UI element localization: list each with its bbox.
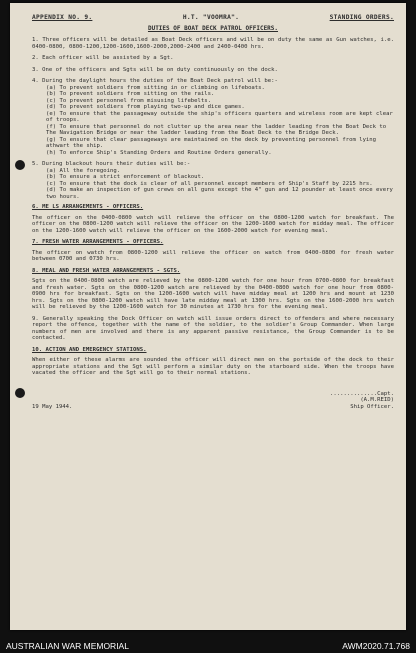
- list-item: (b) To prevent soldiers from sitting on the rails.: [46, 91, 215, 97]
- paragraph-5-intro: 5. During blackout hours their duties will be:-: [32, 161, 191, 167]
- paragraph-1: 1. Three officers will be detailed as Boat Deck officers and will be on duty the same as Gun watches, i.e. 0400-0800, 0800-1200,1200-1600,1600-2000,2000-2400 and 2400-0400 hrs.: [32, 37, 394, 50]
- document-date: 19 May 1944.: [32, 403, 73, 410]
- list-item: (c) To prevent personnel from misusing lifebelts.: [46, 97, 212, 104]
- archive-footer: [0, 638, 416, 653]
- section-7-heading: 7. FRESH WATER ARRANGEMENTS - OFFICERS.: [32, 239, 164, 245]
- list-item: (c) To ensure that the dock is clear of all personnel except members of Ship's Staff by 2215 hrs.: [46, 180, 373, 187]
- punch-hole: [15, 160, 25, 170]
- list-item: (d) To make an inspection of gun crews on all guns except the 4" gun and 12 pounder at least once every two hours.: [46, 187, 393, 200]
- paragraph-2: 2. Each officer will be assisted by a Sgt.: [32, 55, 174, 61]
- list-item: (h) To enforce Ship's Standing Orders and Routine Orders generally.: [46, 149, 272, 156]
- page-header: [32, 15, 394, 22]
- list-item: (a) To prevent soldiers from sitting in or climbing on lifeboats.: [46, 84, 265, 91]
- document-page: [10, 3, 406, 630]
- signatory-role: Ship Officer.: [350, 403, 394, 410]
- list-item: (b) To ensure a strict enforcement of blackout.: [46, 174, 205, 180]
- list-item: (e) To ensure that the passageway outside the ship's officers quarters and wireless room are kept clear of troops.: [46, 110, 393, 123]
- section-8-heading: 8. MEAL AND FRESH WATER ARRANGEMENTS - SGTS.: [32, 267, 181, 274]
- paragraph-3: 3. One of the officers and Sgts will be on duty continuously on the dock.: [32, 66, 278, 73]
- document-title: DUTIES OF BOAT DECK PATROL OFFICERS.: [147, 24, 279, 32]
- institution-name: AUSTRALIAN WAR MEMORIAL: [6, 640, 129, 651]
- paragraph-4-intro: 4. During the daylight hours the duties of the Boat Deck patrol will be:-: [32, 78, 278, 84]
- accession-number: AWM2020.71.768: [342, 640, 410, 651]
- section-6-text: The officer on the 0400-0800 watch will relieve the officer on the 0800-1200 watch for breakfast. The officer on the 0800-1200 watch will relieve the officer on the 1200-1600 watch for midday meal. The officer on the 1200-1600 watch will relieve the officer on the 1600-2000 watch for evening meal.: [32, 214, 394, 234]
- appendix-label: APPENDIX NO. 9.: [32, 14, 93, 21]
- list-item: (g) To ensure that clear passageways are maintained on the deck by preventing personnel from lying athwart the ship.: [46, 136, 377, 149]
- signature-rank: ..............Capt.: [330, 390, 394, 397]
- signature-block: [32, 391, 394, 411]
- punch-hole: [15, 388, 25, 398]
- ship-name: H.T. "VOOMRA".: [182, 14, 240, 21]
- list-item: (d) To prevent soldiers from playing two-up and dice games.: [46, 104, 245, 110]
- section-10-heading: 10. ACTION AND EMERGENCY STATIONS.: [32, 346, 147, 353]
- section-10-text: When either of these alarms are sounded the officer will direct men on the portside of the dock to their appropriate stations and the Sgt will perform a similar duty on the starboard side. When the troops have vacated the officer and the Sgt will go to their normal stations.: [32, 357, 394, 376]
- document-body: [32, 15, 394, 410]
- section-7-text: The officer on watch from 0800-1200 will relieve the officer on watch from 0400-0800 for fresh water between 0700 and 0730 hrs.: [32, 249, 394, 262]
- list-item: (a) All the foregoing.: [46, 167, 121, 174]
- list-item: (f) To ensure that personnel do not clutter up the area near the ladder leading from the Boat Deck to The Navigation Bridge or near the ladder leading from the Boat Deck to the Bridge Deck.: [46, 123, 387, 136]
- section-8-text: Sgts on the 0400-0800 watch are relieved by the 0800-1200 watch for one hour from 0700-0800 for breakfast and fresh water. Sgts on the 0800-1200 watch are relieved by the 0400-0800 watch for one hour from 0800-0900 hrs for breakfast. Sgts on the 1200-1600 watch will have midday meal at 1200 hrs and mount at 1230 hrs. Sgts on the 0800-1200 watch will have late midday meal at 1300 hrs. Sgts on the 1600-2000 hrs watch will be relieved by the 1200-1600 watch for 30 minutes at 1730 hrs for the evening meal.: [32, 278, 394, 310]
- paragraph-4: [32, 78, 394, 156]
- paragraph-9: 9. Generally speaking the Dock Officer on watch will issue orders direct to offenders and where necessary report the offence, together with the name of the soldier, to the soldier's Group Commander. When large numbers of men are involved and there is any apparent passive resistance, the Group Commander is to be contacted.: [32, 315, 394, 341]
- section-6-heading: 6. ME LS ARRANGEMENTS - OFFICERS.: [32, 204, 144, 210]
- paragraph-5: [32, 161, 394, 200]
- signatory-name: (A.M.REID): [360, 397, 394, 403]
- standing-orders-label: STANDING ORDERS.: [329, 14, 394, 21]
